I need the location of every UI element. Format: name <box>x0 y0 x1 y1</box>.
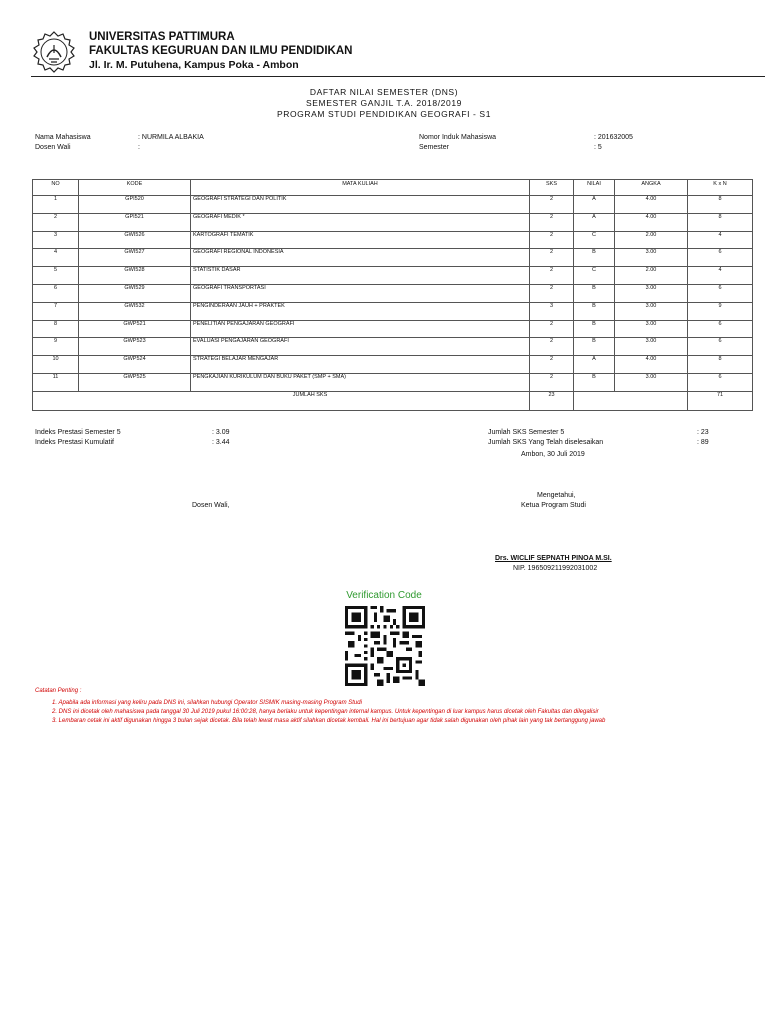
qr-code-icon <box>345 606 425 686</box>
table-cell: GWP521 <box>79 320 191 338</box>
table-cell: 3 <box>530 302 574 320</box>
table-header-row <box>33 180 753 196</box>
table-cell: 1 <box>33 196 79 214</box>
sks-total-label: Jumlah SKS Yang Telah diselesaikan <box>488 439 604 446</box>
document-title: DAFTAR NILAI SEMESTER (DNS) <box>309 87 459 97</box>
semester-title: SEMESTER GANJIL T.A. 2018/2019 <box>306 98 462 108</box>
total-label: JUMLAH SKS <box>33 391 530 410</box>
table-cell: PENELITIAN PENGAJARAN GEOGRAFI <box>191 320 530 338</box>
table-cell: B <box>574 320 615 338</box>
grades-table <box>32 179 753 411</box>
table-cell: 3.00 <box>615 338 688 356</box>
table-cell: 8 <box>688 356 753 374</box>
total-kxn: 71 <box>688 391 753 410</box>
table-cell: GEOGRAFI STRATEGI DAN POLITIK <box>191 196 530 214</box>
table-cell: 2 <box>530 196 574 214</box>
table-row <box>33 249 753 267</box>
note-item: 1. Apabila ada informasi yang keliru pada DNS ini, silahkan hubungi Operator SISMIK masing-masing Program Studi <box>52 700 362 706</box>
ips-value: : 3.09 <box>212 429 230 436</box>
table-cell: 6 <box>688 338 753 356</box>
table-cell: 6 <box>688 373 753 391</box>
table-cell: 2 <box>33 213 79 231</box>
table-cell: 9 <box>33 338 79 356</box>
ips-label: Indeks Prestasi Semester 5 <box>35 429 121 436</box>
table-cell: 4.00 <box>615 356 688 374</box>
table-cell: C <box>574 231 615 249</box>
table-cell: A <box>574 356 615 374</box>
table-cell: B <box>574 249 615 267</box>
table-cell: 10 <box>33 356 79 374</box>
advisor-value: : <box>138 144 140 151</box>
table-cell: 4 <box>33 249 79 267</box>
table-cell: GWI526 <box>79 231 191 249</box>
sks-semester-label: Jumlah SKS Semester 5 <box>488 429 565 436</box>
head-name: Drs. WICLIF SEPNATH PINOA M.SI. <box>495 555 612 562</box>
column-header: MATA KULIAH <box>191 180 530 196</box>
table-cell: EVALUASI PENGAJARAN GEOGRAFI <box>191 338 530 356</box>
total-empty <box>574 391 688 410</box>
table-cell: 4.00 <box>615 213 688 231</box>
table-cell: 3.00 <box>615 373 688 391</box>
table-cell: GEOGRAFI MEDIK * <box>191 213 530 231</box>
university-logo-icon <box>33 31 75 73</box>
table-cell: 2 <box>530 338 574 356</box>
table-row <box>33 356 753 374</box>
advisor-label: Dosen Wali <box>35 144 71 151</box>
sks-semester-value: : 23 <box>697 429 709 436</box>
table-cell: 2 <box>530 267 574 285</box>
ipk-value: : 3.44 <box>212 439 230 446</box>
table-cell: 3.00 <box>615 320 688 338</box>
table-row <box>33 267 753 285</box>
advisor-signature-label: Dosen Wali, <box>192 502 230 509</box>
table-cell: GEOGRAFI TRANSPORTASI <box>191 284 530 302</box>
sks-total-value: : 89 <box>697 439 709 446</box>
university-address: Jl. Ir. M. Putuhena, Kampus Poka - Ambon <box>89 59 299 71</box>
table-cell: 2.00 <box>615 231 688 249</box>
nim-label: Nomor Induk Mahasiswa <box>419 134 497 141</box>
semester-label: Semester <box>419 144 449 151</box>
table-cell: 2 <box>530 320 574 338</box>
table-cell: 2 <box>530 356 574 374</box>
table-cell: 4 <box>688 267 753 285</box>
table-row <box>33 284 753 302</box>
table-row <box>33 231 753 249</box>
table-cell: 6 <box>688 284 753 302</box>
column-header: KODE <box>79 180 191 196</box>
table-row <box>33 373 753 391</box>
semester-value: : 5 <box>594 144 602 151</box>
table-cell: PENGINDERAAN JAUH + PRAKTEK <box>191 302 530 320</box>
table-cell: 2 <box>530 249 574 267</box>
table-row <box>33 213 753 231</box>
column-header: K x N <box>688 180 753 196</box>
table-cell: 4.00 <box>615 196 688 214</box>
table-cell: 2 <box>530 213 574 231</box>
table-cell: 3.00 <box>615 249 688 267</box>
table-cell: 3 <box>33 231 79 249</box>
column-header: NILAI <box>574 180 615 196</box>
program-title: PROGRAM STUDI PENDIDIKAN GEOGRAFI - S1 <box>276 109 492 119</box>
nim-value: : 201632005 <box>594 134 633 141</box>
table-cell: 2.00 <box>615 267 688 285</box>
table-cell: 8 <box>33 320 79 338</box>
table-cell: 3.00 <box>615 302 688 320</box>
table-cell: 6 <box>688 320 753 338</box>
total-sks: 23 <box>530 391 574 410</box>
university-name: UNIVERSITAS PATTIMURA <box>89 31 235 43</box>
table-cell: KARTOGRAFI TEMATIK <box>191 231 530 249</box>
note-item: 2. DNS ini dicetak oleh mahasiswa pada tanggal 30 Juli 2019 pukul 16:00:28, hanya berlaku untuk kepentingan internal kampus. Untuk kepentingan di luar kampus harus dicetak oleh Fakultas dan dilegalisir <box>52 709 599 715</box>
table-cell: 6 <box>688 249 753 267</box>
header-divider <box>31 76 765 77</box>
table-cell: 4 <box>688 231 753 249</box>
table-cell: GWP524 <box>79 356 191 374</box>
acknowledged-label: Mengetahui, <box>537 492 576 499</box>
table-cell: GWP523 <box>79 338 191 356</box>
table-cell: 6 <box>33 284 79 302</box>
head-title: Ketua Program Studi <box>521 502 586 509</box>
table-cell: 8 <box>688 213 753 231</box>
table-cell: A <box>574 196 615 214</box>
table-cell: GWI529 <box>79 284 191 302</box>
student-name-value: : NURMILA ALBAKIA <box>138 134 204 141</box>
table-cell: 2 <box>530 231 574 249</box>
table-cell: B <box>574 302 615 320</box>
table-row <box>33 338 753 356</box>
table-cell: GWI527 <box>79 249 191 267</box>
table-cell: 11 <box>33 373 79 391</box>
verification-label: Verification Code <box>346 590 422 601</box>
table-cell: 9 <box>688 302 753 320</box>
table-cell: B <box>574 338 615 356</box>
column-header: SKS <box>530 180 574 196</box>
note-item: 3. Lembaran cetak ini aktif digunakan hingga 3 bulan sejak dicetak. Bila telah lewat masa aktif silahkan dicetak kembali. Hal ini bertujuan agar tidak salah digunakan oleh pihak lain yang tak bertanggung jawab <box>52 718 606 724</box>
table-cell: 3.00 <box>615 284 688 302</box>
table-cell: GWI528 <box>79 267 191 285</box>
column-header: ANGKA <box>615 180 688 196</box>
table-cell: B <box>574 284 615 302</box>
table-cell: 5 <box>33 267 79 285</box>
table-cell: GWP525 <box>79 373 191 391</box>
table-cell: A <box>574 213 615 231</box>
ipk-label: Indeks Prestasi Kumulatif <box>35 439 114 446</box>
total-row <box>33 391 753 410</box>
notes-title: Catatan Penting : <box>35 688 82 694</box>
column-header: NO <box>33 180 79 196</box>
table-cell: B <box>574 373 615 391</box>
table-cell: GEOGRAFI REGIONAL INDONESIA <box>191 249 530 267</box>
table-cell: 2 <box>530 373 574 391</box>
faculty-name: FAKULTAS KEGURUAN DAN ILMU PENDIDIKAN <box>89 45 353 57</box>
table-cell: STRATEGI BELAJAR MENGAJAR <box>191 356 530 374</box>
table-cell: GPI520 <box>79 196 191 214</box>
table-cell: GWI532 <box>79 302 191 320</box>
student-name-label: Nama Mahasiswa <box>35 134 91 141</box>
table-cell: 7 <box>33 302 79 320</box>
table-cell: GPI521 <box>79 213 191 231</box>
table-cell: 8 <box>688 196 753 214</box>
place-date: Ambon, 30 Juli 2019 <box>521 451 585 458</box>
table-row <box>33 196 753 214</box>
table-cell: STATISTIK DASAR <box>191 267 530 285</box>
table-cell: PENGKAJIAN KURIKULUM DAN BUKU PAKET (SMP + SMA) <box>191 373 530 391</box>
table-row <box>33 302 753 320</box>
table-cell: 2 <box>530 284 574 302</box>
table-cell: C <box>574 267 615 285</box>
head-nip: NIP. 196509211992031002 <box>513 565 598 572</box>
table-row <box>33 320 753 338</box>
